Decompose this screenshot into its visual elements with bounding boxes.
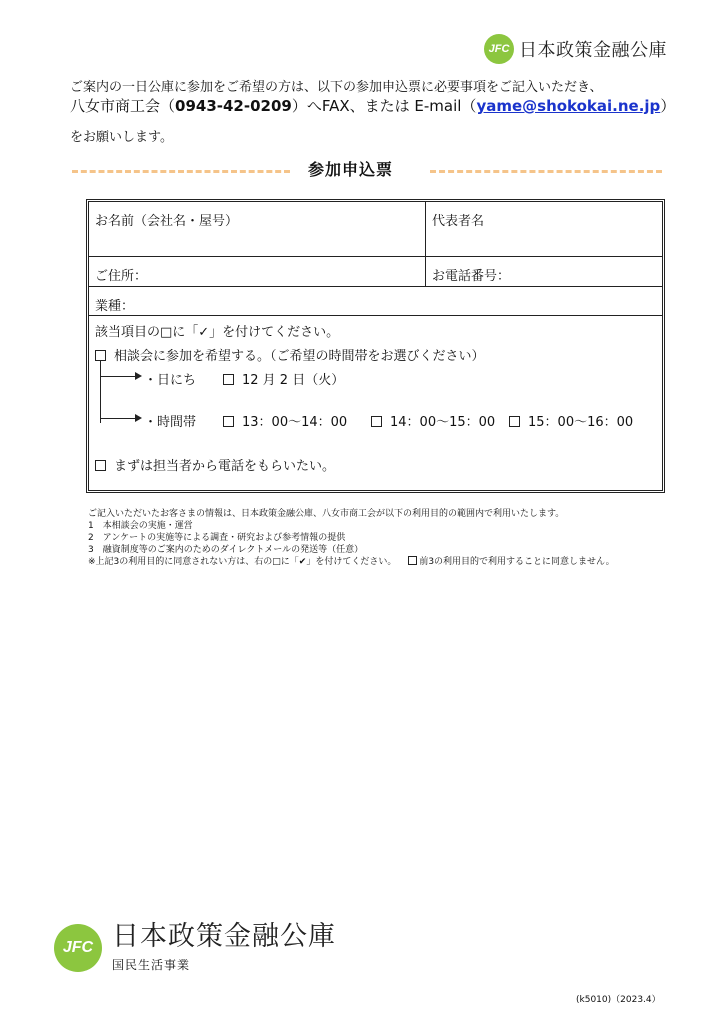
note-line: 1 本相談会の実施・運営 — [88, 521, 193, 531]
date-value: 12 月 2 日（火） — [242, 373, 345, 388]
phone-field[interactable]: お電話番号： — [432, 269, 511, 284]
note-line: ご記入いただいたお客さまの情報は、日本政策金融公庫、八女市商工会が以下の利用目的の範囲内で利用いたします。 — [88, 509, 565, 519]
optout-instruction: ※上記3の利用目的に同意されない方は、右の□に「✔」を付けてください。 — [88, 557, 397, 567]
title-dash-left — [72, 170, 290, 173]
arrow-right-icon — [135, 414, 142, 422]
header-logo — [484, 34, 667, 64]
connector-line — [100, 376, 136, 377]
division-name: 国民生活事業 — [112, 958, 191, 972]
time-value: 15：00～16：00 — [528, 415, 634, 430]
form-divider — [89, 315, 662, 316]
name-field[interactable]: お名前（会社名・屋号） — [95, 214, 239, 229]
form-divider — [89, 256, 662, 257]
checkbox-date[interactable] — [223, 374, 234, 385]
application-form — [86, 199, 665, 493]
representative-field[interactable]: 代表者名 — [432, 214, 485, 229]
intro-line-1: ご案内の一日公庫に参加をご希望の方は、以下の参加申込票に必要事項をご記入いただき、 — [70, 80, 603, 95]
time-option-3[interactable] — [509, 411, 633, 430]
checkbox-time-1[interactable] — [223, 416, 234, 427]
time-value: 14：00～15：00 — [390, 415, 496, 430]
date-option[interactable] — [223, 369, 344, 388]
checkbox-callback[interactable] — [95, 460, 106, 471]
email-link[interactable]: yame@shokokai.ne.jp — [476, 97, 661, 115]
note-line: 3 融資制度等のご案内のためのダイレクトメールの発送等（任意） — [88, 545, 364, 555]
intro-line-2-a: 八女市商工会（ — [70, 97, 176, 115]
form-divider — [89, 286, 662, 287]
connector-line — [100, 361, 101, 423]
intro-line-2 — [70, 97, 710, 116]
intro-line-2-b: ）へFAX、または E-mail（ — [291, 97, 477, 115]
fax-number: 0943-42-0209 — [175, 97, 292, 115]
checkbox-time-2[interactable] — [371, 416, 382, 427]
optout-label: 前3の利用目的で利用することに同意しません。 — [419, 557, 615, 567]
option-callback-label: まずは担当者から電話をもらいたい。 — [114, 459, 336, 474]
address-field[interactable]: ご住所： — [95, 269, 148, 284]
note-line — [88, 556, 615, 568]
time-option-2[interactable] — [371, 411, 495, 430]
check-instruction: 該当項目の□に「✓」を付けてください。 — [95, 325, 340, 340]
intro-line-3: をお願いします。 — [70, 130, 173, 145]
arrow-right-icon — [135, 372, 142, 380]
form-title: 参加申込票 — [308, 160, 394, 179]
note-line: 2 アンケートの実施等による調査・研究および参考情報の提供 — [88, 533, 346, 543]
jfc-logo-icon: JFC — [484, 34, 514, 64]
title-dash-right — [430, 170, 662, 173]
document-code: (k5010)（2023.4） — [576, 995, 661, 1005]
time-option-1[interactable] — [223, 411, 347, 430]
option-consultation-label: 相談会に参加を希望する。（ご希望の時間帯をお選びください） — [114, 349, 485, 364]
industry-field[interactable]: 業種： — [95, 299, 135, 314]
footer-brand-name: 日本政策金融公庫 — [112, 921, 336, 952]
option-callback[interactable] — [95, 455, 335, 474]
intro-line-2-c: ） — [660, 97, 676, 115]
checkbox-time-3[interactable] — [509, 416, 520, 427]
privacy-notes — [88, 508, 615, 568]
option-consultation[interactable] — [95, 345, 485, 364]
form-column-divider — [425, 202, 426, 286]
checkbox-consultation[interactable] — [95, 350, 106, 361]
jfc-logo-icon: JFC — [54, 924, 102, 972]
checkbox-optout[interactable] — [408, 556, 417, 565]
time-value: 13：00～14：00 — [242, 415, 348, 430]
connector-line — [100, 418, 136, 419]
intro-text — [70, 78, 710, 116]
footer-logo — [54, 922, 336, 973]
time-label: ・時間帯 — [144, 415, 197, 430]
brand-name: 日本政策金融公庫 — [519, 40, 667, 61]
date-label: ・日にち — [144, 373, 197, 388]
